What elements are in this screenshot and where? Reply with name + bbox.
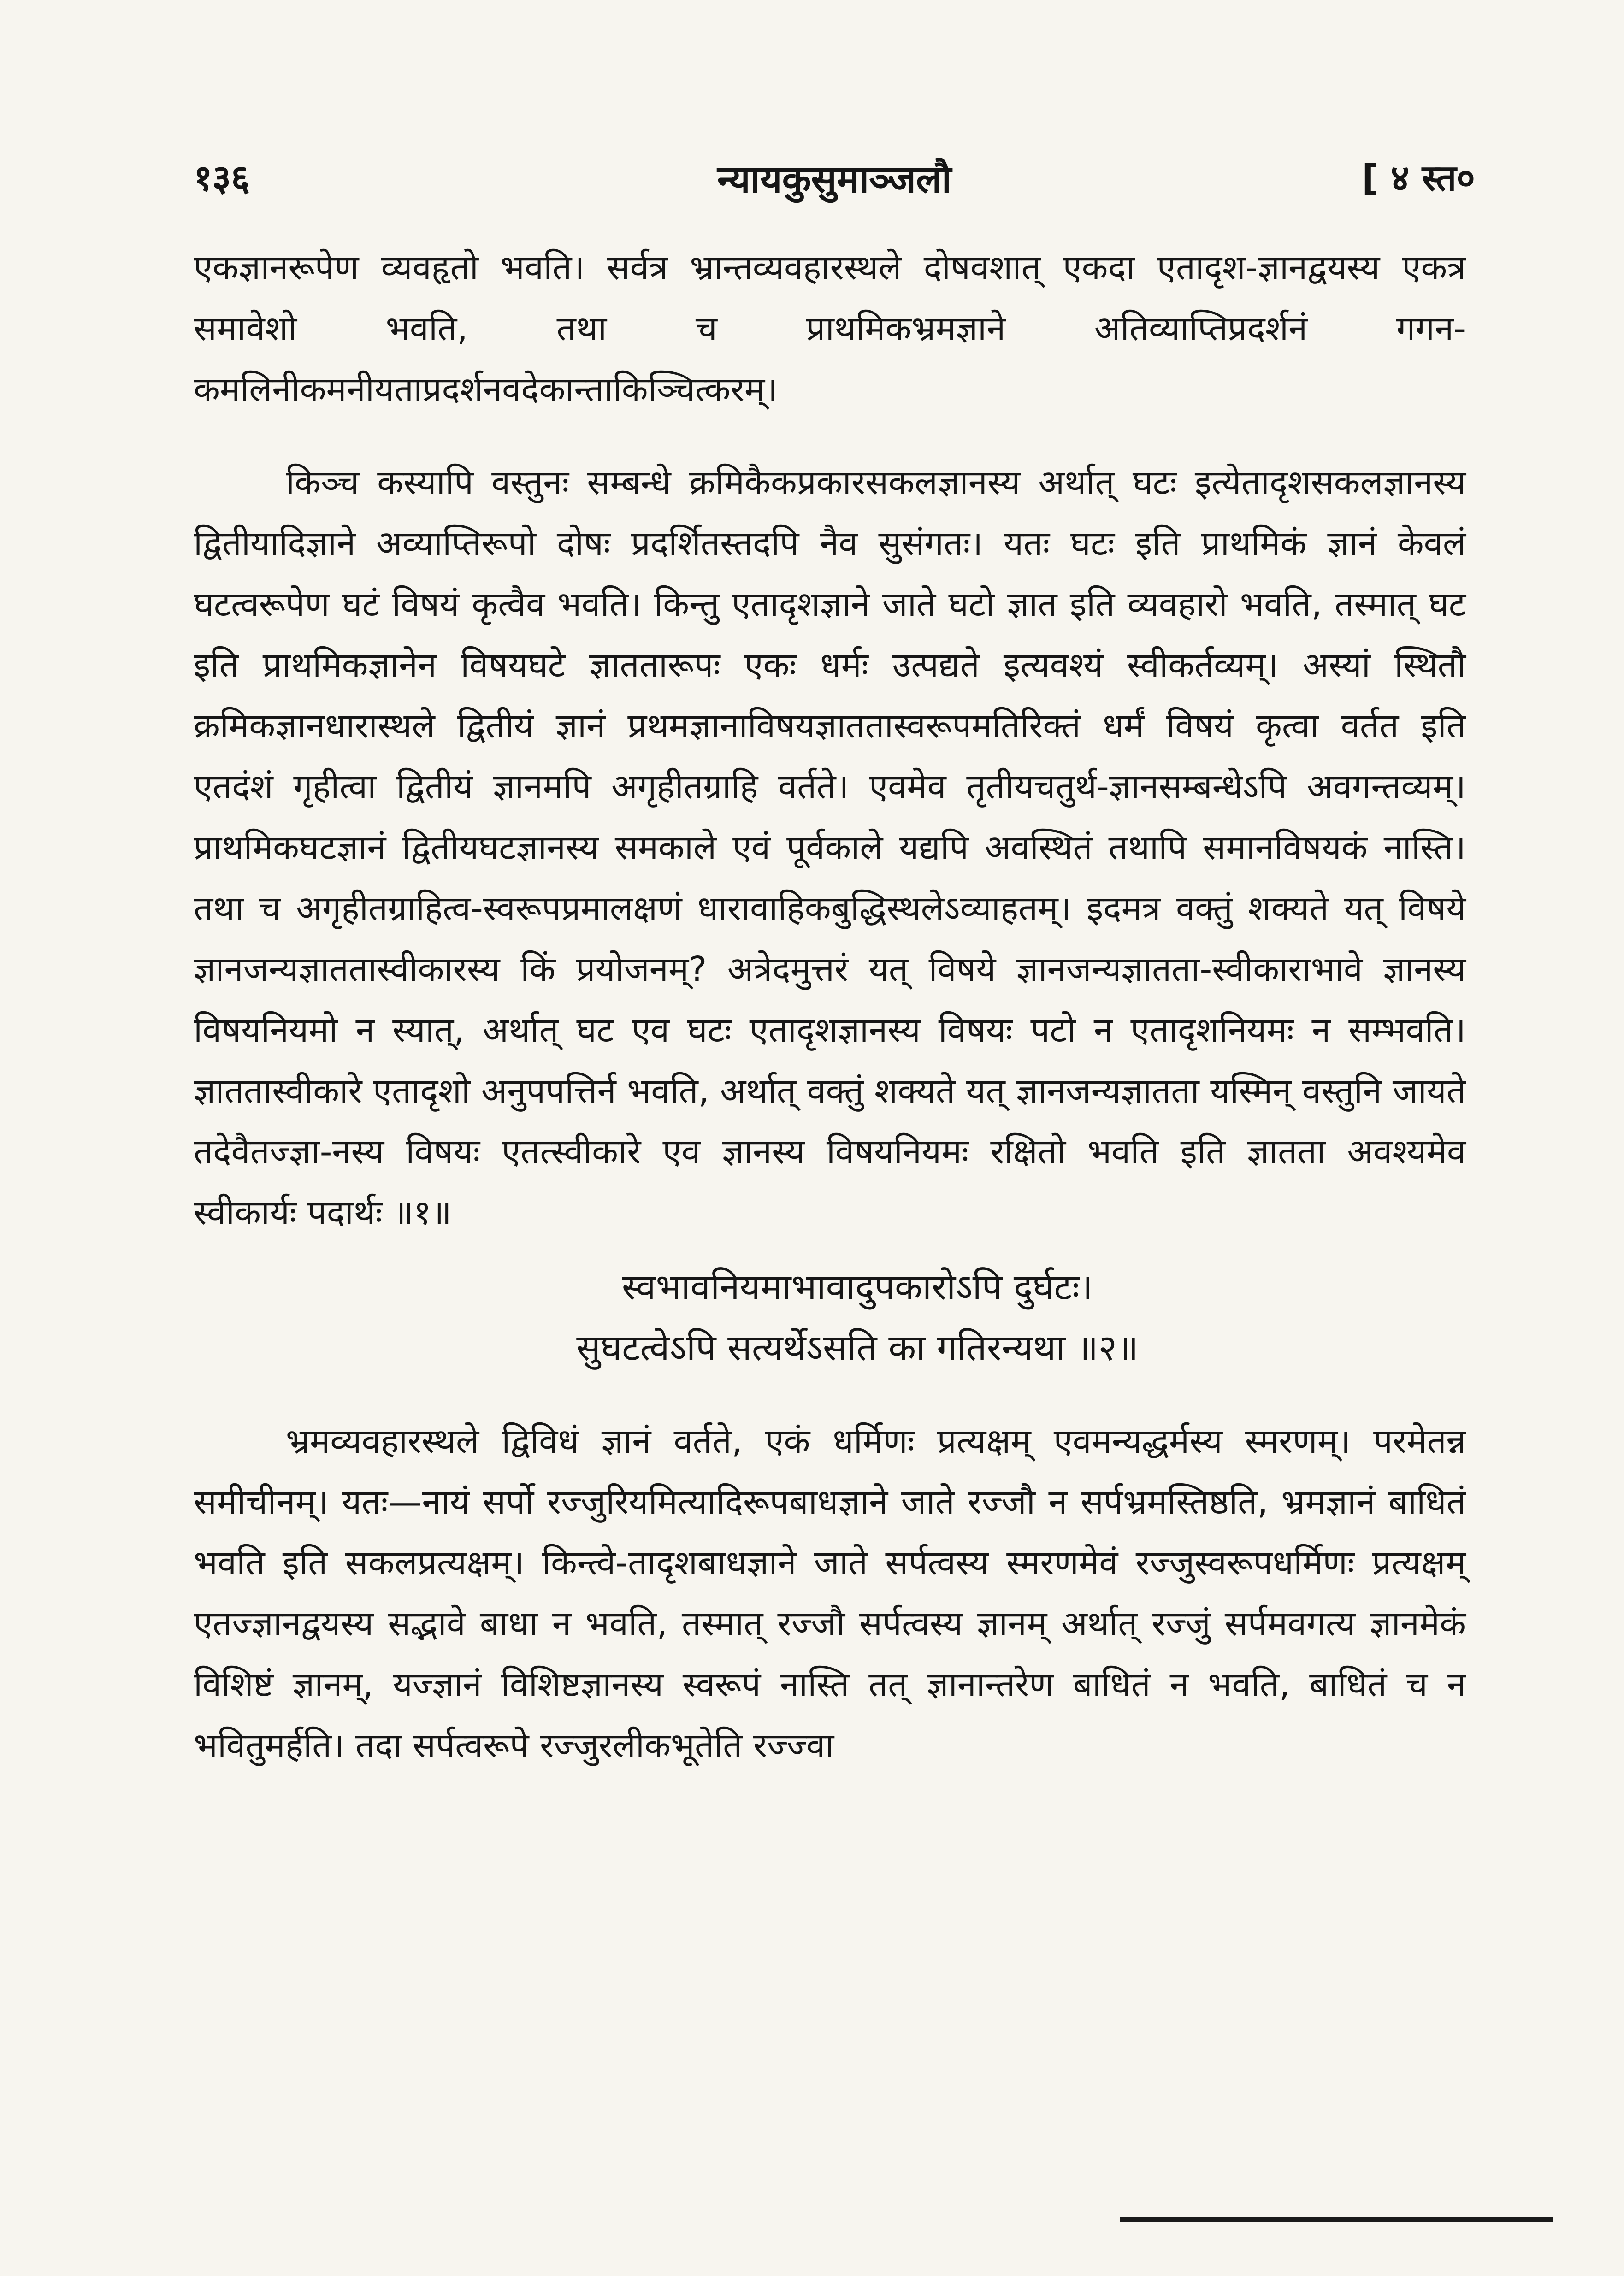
verse-line-1: स्वभावनियमाभावादुपकारोऽपि दुर्घटः। bbox=[621, 1267, 1093, 1308]
running-title: न्यायकुसुमाञ्जलौ bbox=[717, 158, 951, 201]
verse-line-2: सुघटत्वेऽपि सत्यर्थेऽसति का गतिरन्यथा ॥२॥ bbox=[576, 1327, 1139, 1369]
paragraph-1: एकज्ञानरूपेण व्यवहृतो भवति। सर्वत्र भ्रान्तव्यवहारस्थले दोषवशात् एकदा एतादृश-ज्ञानद्वयस्य एकत्र समावेशो भवति, तथा च प्राथमिकभ्रमज्ञाने अतिव्याप्तिप्रदर्शनं गगन-कमलिनीकमनीयताप्रदर्शनवदेकान्ताकिञ्चित्करम्। bbox=[194, 248, 1466, 409]
section-marker: [ ४ स्त० bbox=[1362, 158, 1475, 199]
footer-rule bbox=[1120, 2217, 1553, 2222]
page-number: १३६ bbox=[194, 158, 250, 199]
paragraph-2: किञ्च कस्यापि वस्तुनः सम्बन्धे क्रमिकैकप्रकारसकलज्ञानस्य अर्थात् घटः इत्येतादृशसकलज्ञानस्य द्वितीयादिज्ञाने अव्याप्तिरूपो दोषः प्रदर्शितस्तदपि नैव सुसंगतः। यतः घटः इति प्राथमिकं ज्ञानं केवलं घटत्वरूपेण घटं विषयं कृत्वैव भवति। किन्तु एतादृशज्ञाने जाते घटो ज्ञात इति व्यवहारो भवति, तस्मात् घट इति प्राथमिकज्ञानेन विषयघटे ज्ञाततारूपः एकः धर्मः उत्पद्यते इत्यवश्यं स्वीकर्तव्यम्। अस्यां स्थितौ क्रमिकज्ञानधारास्थले द्वितीयं ज्ञानं प्रथमज्ञानाविषयज्ञाततास्वरूपमतिरिक्तं धर्मं विषयं कृत्वा वर्तत इति एतदंशं गृहीत्वा द्वितीयं ज्ञानमपि अगृहीतग्राहि वर्तते। एवमेव तृतीयचतुर्थ-ज्ञानसम्बन्धेऽपि अवगन्तव्यम्। प्राथमिकघटज्ञानं द्वितीयघटज्ञानस्य समकाले एवं पूर्वकाले यद्यपि अवस्थितं तथापि समानविषयकं नास्ति। तथा च अगृहीतग्राहित्व-स्वरूपप्रमालक्षणं धारावाहिकबुद्धिस्थलेऽव्याहतम्। इदमत्र वक्तुं शक्यते यत् विषये ज्ञानजन्यज्ञाततास्वीकारस्य किं प्रयोजनम्? अत्रेदमुत्तरं यत् विषये ज्ञानजन्यज्ञातता-स्वीकाराभावे ज्ञानस्य विषयनियमो न स्यात्, अर्थात् घट एव घटः एतादृशज्ञानस्य विषयः पटो न एतादृशनियमः न सम्भवति। ज्ञाततास्वीकारे एतादृशो अनुपपत्तिर्न भवति, अर्थात् वक्तुं शक्यते यत् ज्ञानजन्यज्ञातता यस्मिन् वस्तुनि जायते तदेवैतज्ज्ञा-नस्य विषयः एतत्स्वीकारे एव ज्ञानस्य विषयनियमः रक्षितो भवति इति ज्ञातता अवश्यमेव स्वीकार्यः पदार्थः ॥१॥ bbox=[194, 463, 1466, 1232]
page-header bbox=[194, 152, 1475, 207]
paragraph-3: भ्रमव्यवहारस्थले द्विविधं ज्ञानं वर्तते, एकं धर्मिणः प्रत्यक्षम् एवमन्यद्धर्मस्य स्मरणम्। परमेतन्न समीचीनम्। यतः—नायं सर्पो रज्जुरियमित्यादिरूपबाधज्ञाने जाते रज्जौ न सर्पभ्रमस्तिष्ठति, भ्रमज्ञानं बाधितं भवति इति सकलप्रत्यक्षम्। किन्त्वे-तादृशबाधज्ञाने जाते सर्पत्वस्य स्मरणमेवं रज्जुस्वरूपधर्मिणः प्रत्यक्षम् एतज्ज्ञानद्वयस्य सद्भावे बाधा न भवति, तस्मात् रज्जौ सर्पत्वस्य ज्ञानम् अर्थात् रज्जुं सर्पमवगत्य ज्ञानमेकं विशिष्टं ज्ञानम्, यज्ज्ञानं विशिष्टज्ञानस्य स्वरूपं नास्ति तत् ज्ञानान्तरेण बाधितं न भवति, बाधितं च न भवितुमर्हति। तदा सर्पत्वरूपे रज्जुरलीकभूतेति रज्ज्वा bbox=[194, 1421, 1466, 1765]
body-text bbox=[194, 237, 1466, 1776]
